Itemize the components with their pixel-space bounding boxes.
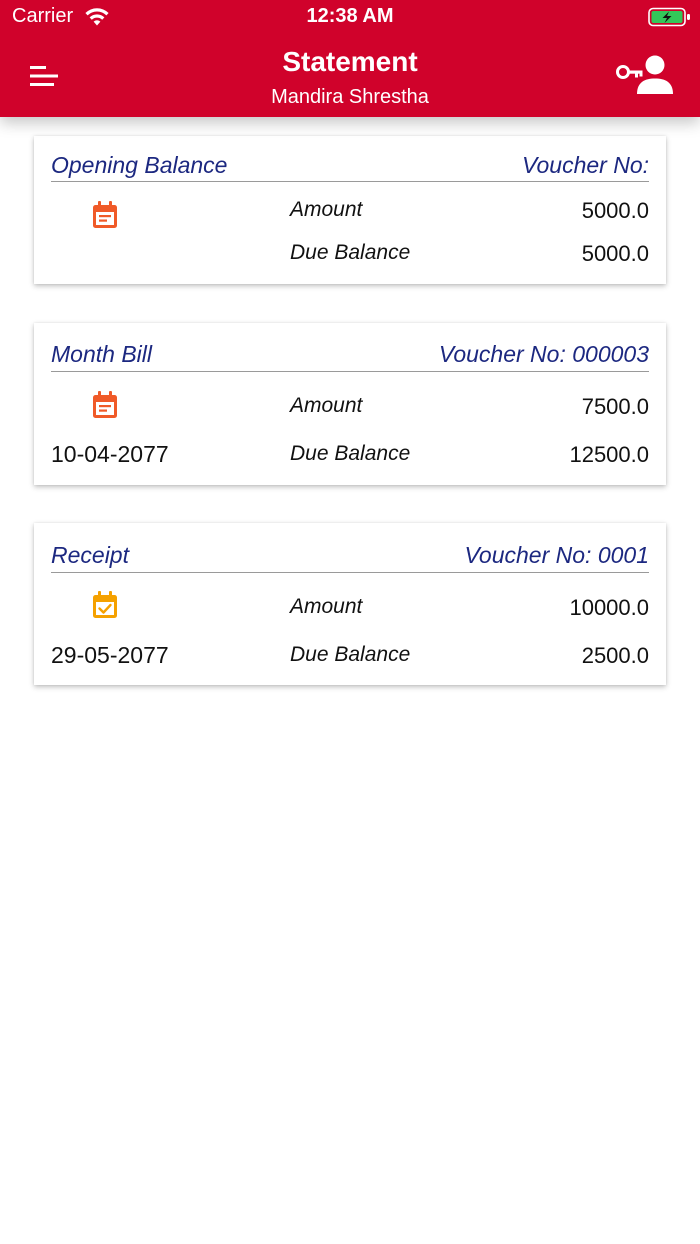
voucher-number: Voucher No:	[522, 152, 649, 178]
amount-value: 7500.0	[581, 394, 649, 419]
amount-label: Amount	[290, 394, 363, 417]
voucher-number: Voucher No: 0001	[464, 542, 649, 568]
customer-name: Mandira Shrestha	[271, 86, 429, 108]
calendar-notes-icon	[91, 200, 119, 230]
entry-date: 10-04-2077	[51, 441, 169, 467]
app-header	[0, 0, 700, 117]
page-title: Statement	[282, 46, 418, 77]
voucher-number: Voucher No: 000003	[438, 341, 649, 367]
amount-label: Amount	[290, 595, 363, 618]
status-bar	[0, 0, 700, 36]
calendar-check-icon	[91, 590, 119, 620]
statement-entry-card[interactable]	[34, 523, 666, 685]
statement-entry-card[interactable]	[34, 323, 666, 485]
entry-type: Opening Balance	[51, 152, 228, 178]
entry-type: Receipt	[51, 542, 129, 568]
entry-date: 29-05-2077	[51, 642, 169, 668]
card-divider	[51, 371, 649, 372]
due-balance-value: 2500.0	[581, 643, 649, 668]
status-time: 12:38 AM	[306, 5, 394, 27]
entry-type: Month Bill	[51, 341, 152, 367]
key-user-icon[interactable]	[614, 54, 676, 96]
due-balance-label: Due Balance	[290, 442, 411, 465]
due-balance-value: 12500.0	[569, 442, 649, 467]
card-divider	[51, 572, 649, 573]
card-divider	[51, 181, 649, 182]
due-balance-label: Due Balance	[290, 241, 411, 264]
amount-value: 10000.0	[569, 595, 649, 620]
battery-charging-icon	[648, 7, 692, 27]
calendar-notes-icon	[91, 390, 119, 420]
hamburger-menu-icon[interactable]	[28, 62, 60, 90]
statement-entry-card[interactable]	[34, 136, 666, 284]
amount-label: Amount	[290, 198, 363, 221]
carrier-label: Carrier	[12, 5, 74, 27]
amount-value: 5000.0	[581, 198, 649, 223]
due-balance-value: 5000.0	[581, 241, 649, 266]
due-balance-label: Due Balance	[290, 643, 411, 666]
